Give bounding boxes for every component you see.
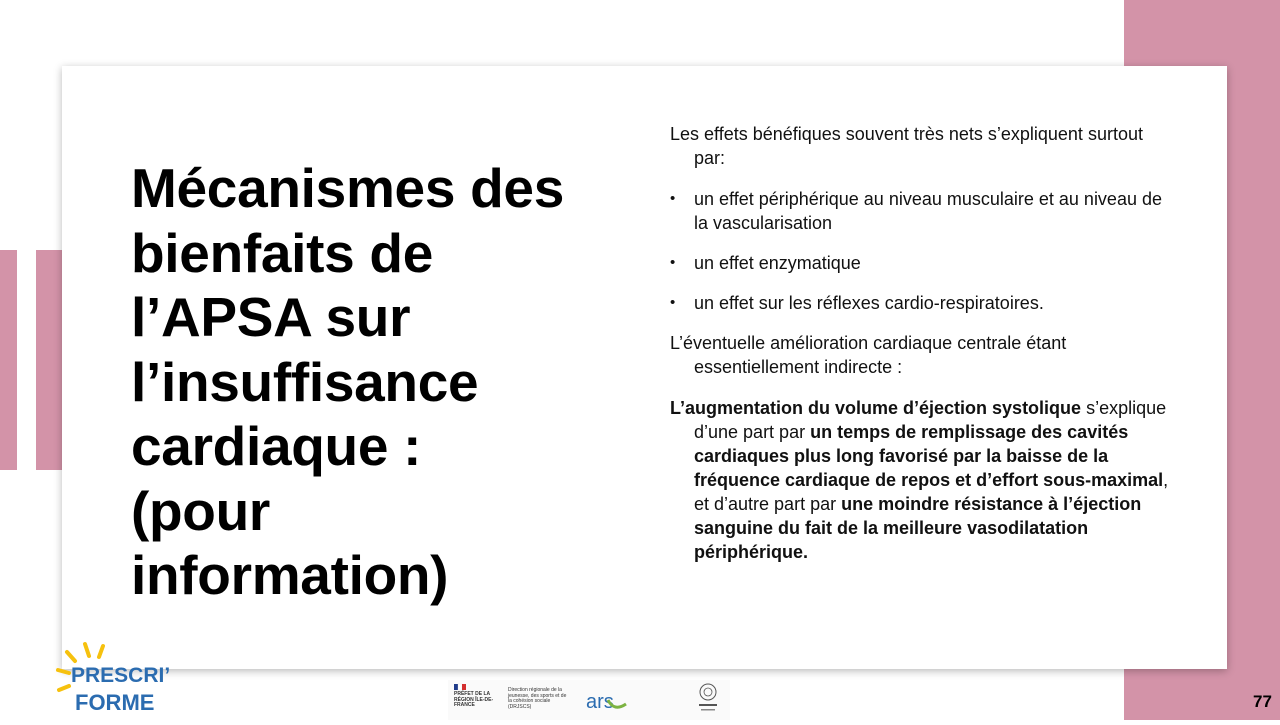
accent-bar-right bbox=[1227, 0, 1280, 720]
bullet-item: • un effet périphérique au niveau musculaire et au niveau de la vascularisation bbox=[670, 187, 1175, 235]
detail-bold-2: un temps de remplissage des cavités cardiaques plus long favorisé par la baisse de la fréquence cardiaque de repos et d’effort sous-maximal bbox=[694, 422, 1164, 490]
accent-bar-left-1 bbox=[0, 250, 17, 470]
central-text: L’éventuelle amélioration cardiaque centrale étant essentiellement indirecte : bbox=[670, 333, 1067, 377]
page-number: 77 bbox=[1253, 692, 1272, 711]
detail-bold-1: L’augmentation du volume d’éjection systolique bbox=[670, 398, 1082, 418]
prefet-logo bbox=[454, 684, 466, 690]
detail-normal-1: s’explique d’une part par bbox=[694, 398, 1167, 442]
drjscs-text: Direction régionale de la jeunesse, des sports et de la cohésion sociale (DRJSCS) bbox=[508, 687, 567, 710]
detail-paragraph bbox=[670, 396, 1175, 564]
partner-logos bbox=[448, 680, 730, 720]
prescri-forme-logo bbox=[55, 640, 173, 720]
sun-icon bbox=[55, 640, 173, 720]
detail-bold-3: une moindre résistance à l’éjection sanguine du fait de la meilleure vasodilatation périphérique. bbox=[694, 494, 1142, 562]
prefet-text: PRÉFET DE LA RÉGION ÎLE-DE-FRANCE bbox=[454, 691, 494, 708]
accent-bar-left-2 bbox=[36, 250, 62, 470]
slide-title: Mécanismes des bienfaits de l’APSA sur l’insuffisance cardiaque : (pour information) bbox=[131, 157, 564, 606]
logo-text-line1: PRESCRI’ bbox=[71, 664, 171, 687]
detail-normal-2: , et d’autre part par bbox=[694, 470, 1169, 514]
bullet-item: • un effet sur les réflexes cardio-respiratoires. bbox=[670, 291, 1175, 315]
seal-icon bbox=[699, 684, 717, 711]
ars-logo bbox=[586, 691, 626, 713]
intro-text: Les effets bénéfiques souvent très nets s’expliquent surtout par: bbox=[670, 124, 1143, 168]
logo-text-line2: FORME bbox=[75, 690, 155, 715]
ars-text: ars bbox=[586, 691, 614, 713]
slide-content bbox=[670, 122, 1175, 564]
bullet-item: • un effet enzymatique bbox=[670, 251, 1175, 275]
